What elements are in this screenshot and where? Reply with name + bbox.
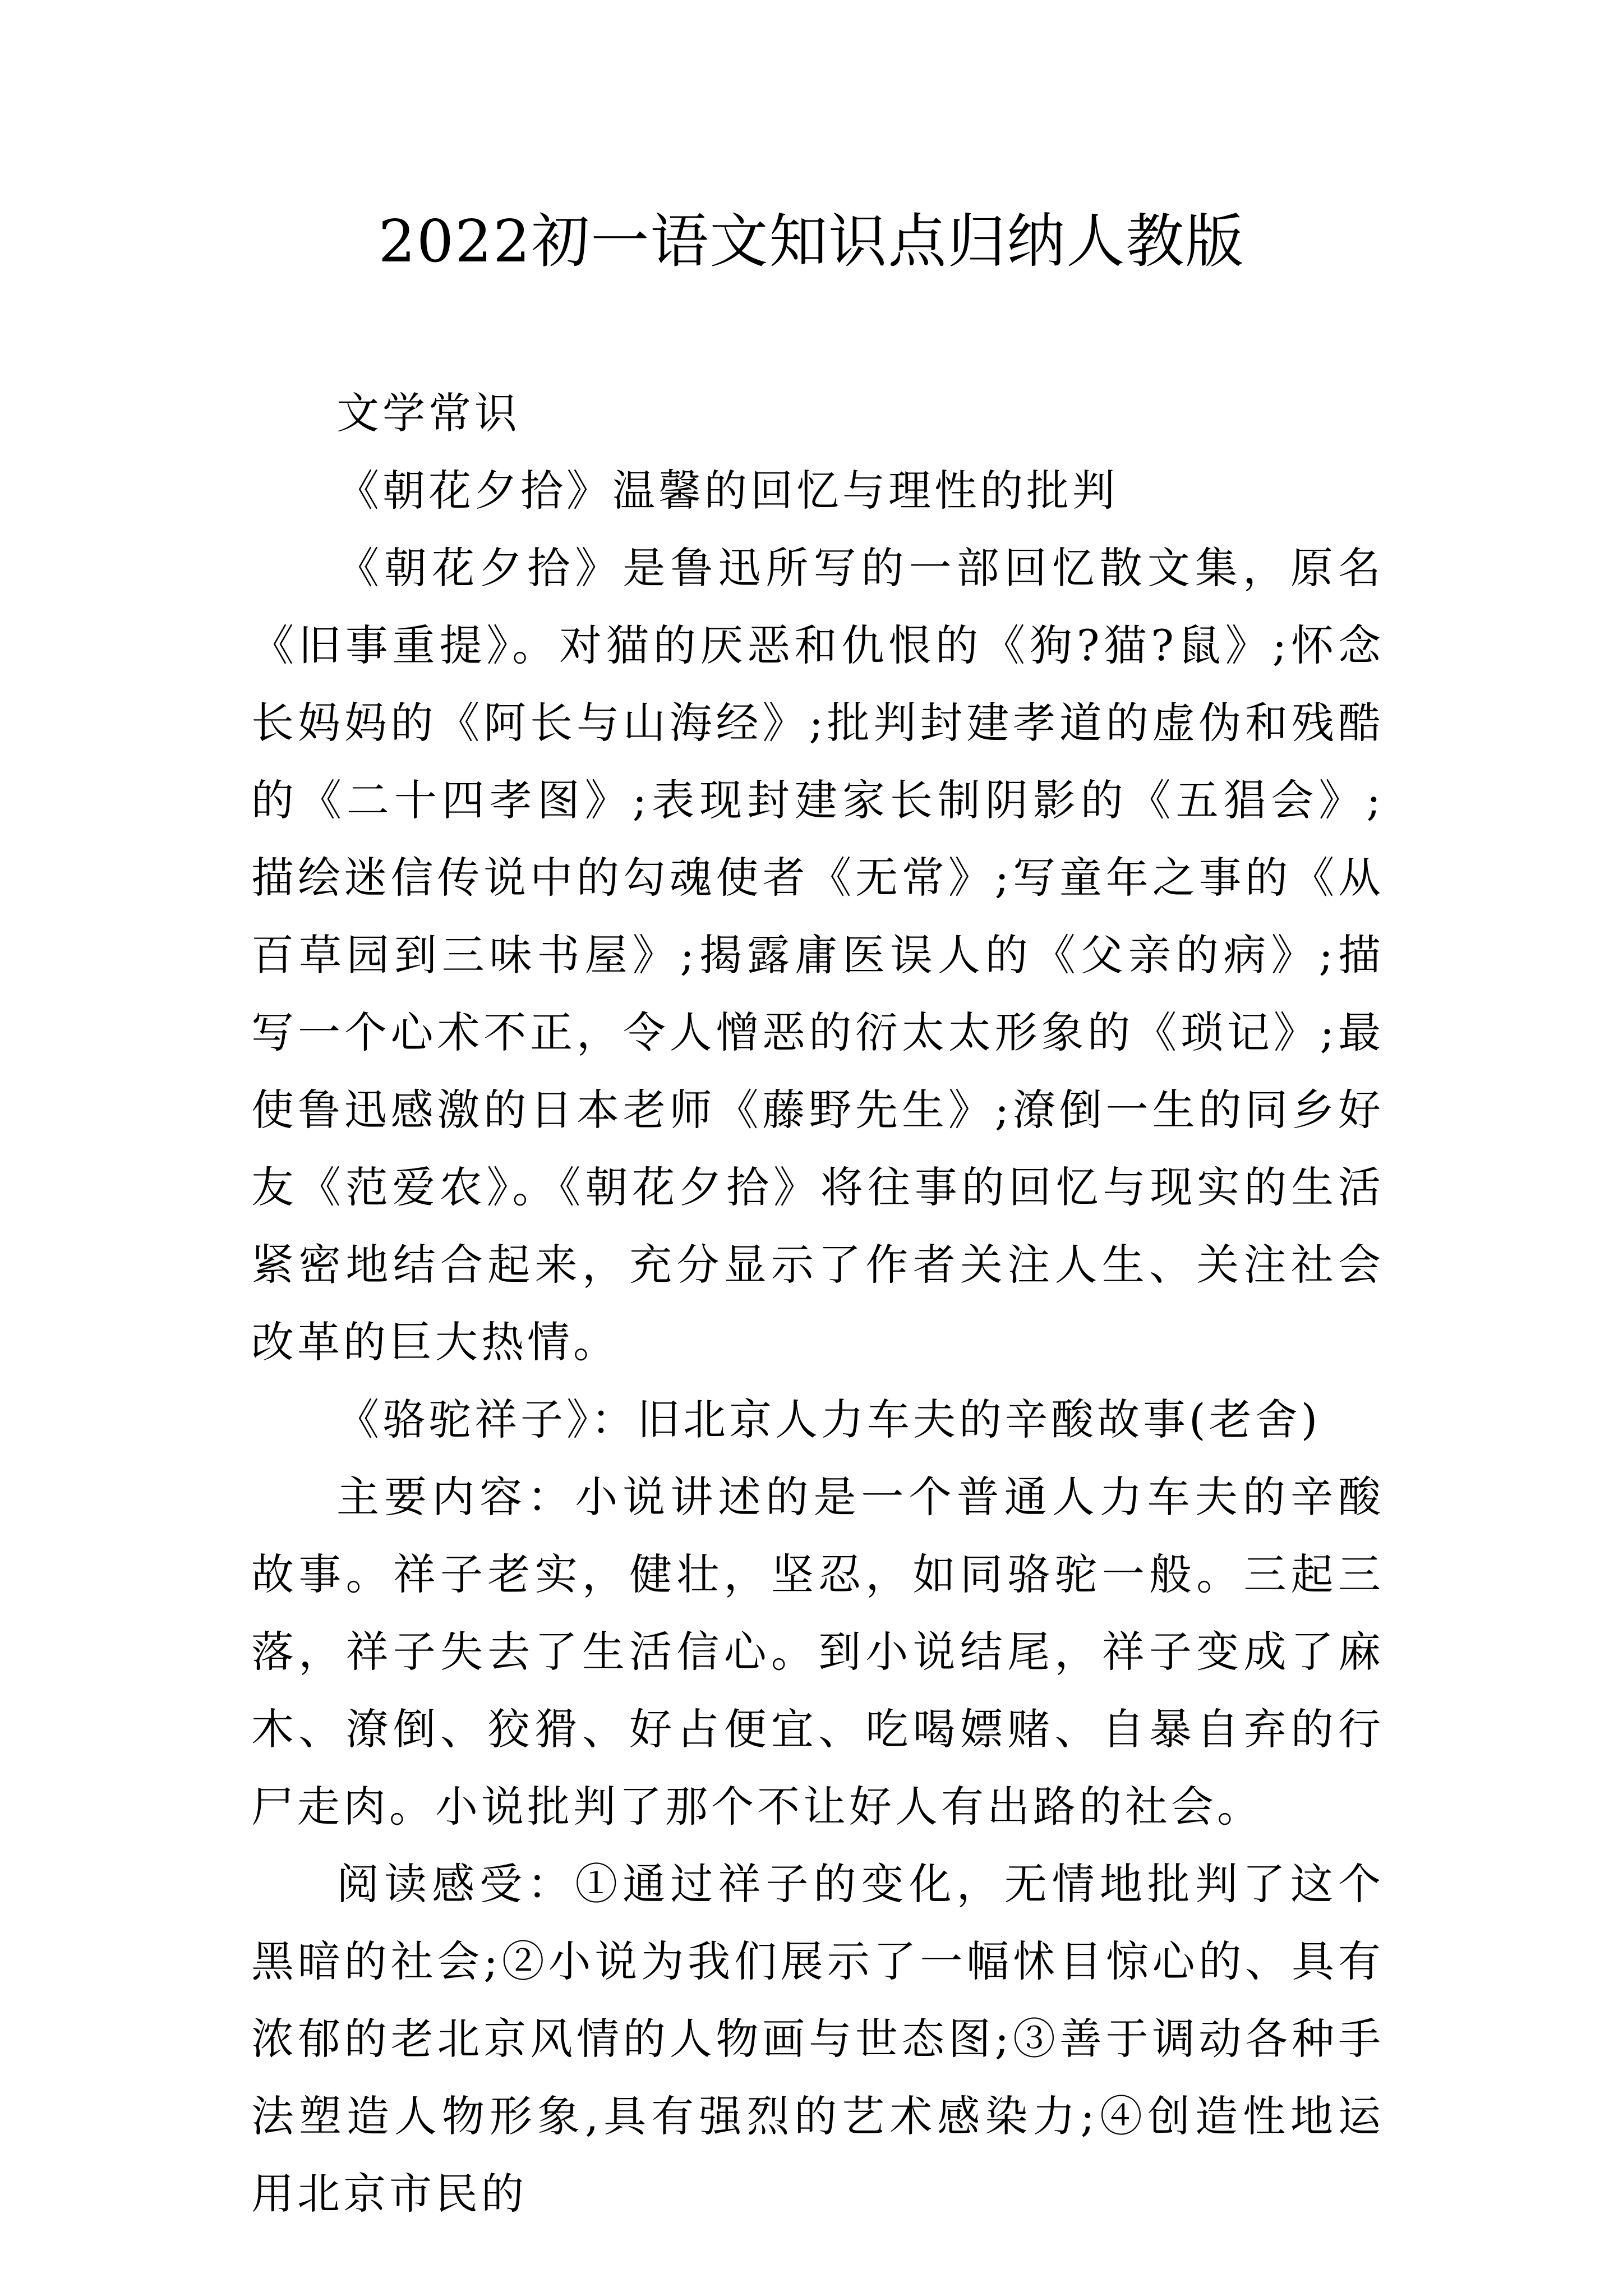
subheading-zhaohuaxishi: 《朝花夕拾》温馨的回忆与理性的批判 xyxy=(336,466,1118,516)
paragraph-main-content: 主要内容：小说讲述的是一个普通人力车夫的辛酸故事。祥子老实，健壮，坚忍，如同骆驼一般。三起三落，祥子失去了生活信心。到小说结尾，祥子变成了麻木、潦倒、狡猾、好占便宜、吃喝嫖赌、自暴自弃的行尸走肉。小说批判了那个不让好人有出路的社会。 xyxy=(251,1472,1384,1832)
paragraph-zhaohuaxishi: 《朝花夕拾》是鲁迅所写的一部回忆散文集，原名《旧事重提》。对猫的厌恶和仇恨的《狗?猫?鼠》;怀念长妈妈的《阿长与山海经》;批判封建孝道的虚伪和残酷的《二十四孝图》;表现封建家长制阴影的《五猖会》;描绘迷信传说中的勾魂使者《无常》;写童年之事的《从百草园到三味书屋》;揭露庸医误人的《父亲的病》;描写一个心术不正，令人憎恶的衍太太形象的《琐记》;最使鲁迅感激的日本老师《藤野先生》;潦倒一生的同乡好友《范爱农》。《朝花夕拾》将往事的回忆与现实的生活紧密地结合起来，充分显示了作者关注人生、关注社会改革的巨大热情。 xyxy=(251,543,1384,1367)
document-title: 2022初一语文知识点归纳人教版 xyxy=(378,207,1245,275)
paragraph-reading-impressions: 阅读感受：①通过祥子的变化，无情地批判了这个黑暗的社会;②小说为我们展示了一幅怵目惊心的、具有浓郁的老北京风情的人物画与世态图;③善于调动各种手法塑造人物形象,具有强烈的艺术感染力;④创造性地运用北京市民的 xyxy=(251,1859,1384,2219)
subheading-luotuoxiangzi: 《骆驼祥子》：旧北京人力车夫的辛酸故事(老舍) xyxy=(336,1395,1321,1444)
document-body xyxy=(251,375,1384,2233)
section-heading-literary-knowledge: 文学常识 xyxy=(336,388,520,438)
